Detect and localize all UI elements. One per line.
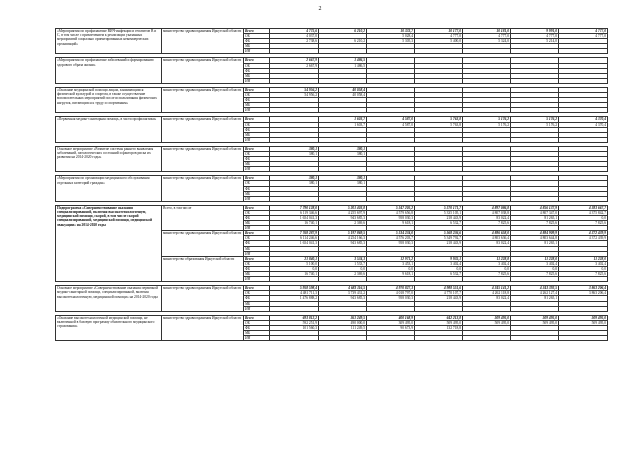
amount-cell: 0,0: [319, 266, 367, 271]
funding-source: МБ: [244, 44, 270, 49]
amount-cell: 10 333,7: [367, 29, 415, 34]
amount-cell: 4 807 347,0: [511, 210, 559, 215]
funding-source: ФБ: [244, 186, 270, 191]
amount-cell: 5 305,3: [367, 39, 415, 44]
funding-source: МБ: [244, 103, 270, 108]
amount-cell: 6 532,7: [415, 221, 463, 226]
amount-cell: 943 685,3: [319, 296, 367, 301]
amount-cell: 4 587,0: [367, 122, 415, 127]
amount-cell: 7 825,6: [511, 272, 559, 277]
amount-cell: 0,0: [463, 266, 511, 271]
amount-cell: [319, 336, 367, 341]
amount-cell: 218 443,9: [415, 296, 463, 301]
amount-cell: 4 777,0: [463, 34, 511, 39]
funding-source: Всего: [244, 176, 270, 181]
amount-cell: 90 673,9: [367, 325, 415, 330]
amount-cell: [415, 336, 463, 341]
amount-cell: 0,0: [415, 266, 463, 271]
amount-cell: 943 685,3: [319, 216, 367, 221]
funding-source: ОБ: [244, 151, 270, 156]
amount-cell: 4 886 658,0: [463, 231, 511, 236]
amount-cell: 0,0: [511, 266, 559, 271]
funding-source: ИИ: [244, 137, 270, 142]
funding-source: ОБ: [244, 122, 270, 127]
amount-cell: 4 777,0: [559, 29, 608, 34]
amount-cell: 81 265,1: [511, 296, 559, 301]
amount-cell: 7 825,6: [559, 272, 608, 277]
amount-cell: 1 603,7: [319, 122, 367, 127]
amount-cell: [559, 336, 608, 341]
amount-cell: 7 825,6: [511, 221, 559, 226]
amount-cell: 4 579 656,8: [367, 210, 415, 215]
amount-cell: 380,1: [270, 151, 319, 156]
amount-cell: 4 255 697,9: [319, 210, 367, 215]
amount-cell: [511, 336, 559, 341]
funding-source: МБ: [244, 73, 270, 78]
amount-cell: 6 210,2: [319, 39, 367, 44]
page-number: 2: [318, 6, 322, 12]
amount-cell: 3 402,4: [415, 261, 463, 266]
amount-cell: 4 370,4: [559, 117, 608, 122]
amount-cell: 509 495,0: [559, 315, 608, 320]
amount-cell: 5 568 236,6: [415, 231, 463, 236]
funding-source: ИИ: [244, 226, 270, 231]
amount-cell: 83 022,4: [463, 296, 511, 301]
amount-cell: 4 803 636,4: [463, 236, 511, 241]
amount-cell: 4 884 909,9: [511, 231, 559, 236]
amount-cell: 4 262 127,4: [511, 291, 559, 296]
measure-name: «Оказание медицинской помощи лицам, занимающимся физической культурой и спортом, в также осуществление вспомогательных мероприятий после использования физических нагрузок, питающихся к труду и спортивным»: [56, 87, 162, 112]
amount-cell: 0,0: [559, 266, 608, 271]
amount-cell: 5 534 234,0: [367, 231, 415, 236]
amount-cell: 3 453,1: [367, 261, 415, 266]
amount-cell: 4 856 137,9: [511, 205, 559, 210]
amount-cell: 5 335 105,1: [415, 210, 463, 215]
amount-cell: 958 030,3: [367, 216, 415, 221]
amount-cell: 83 022,4: [463, 241, 511, 246]
amount-cell: 4 262 118,8: [463, 291, 511, 296]
measure-name: Основное мероприятие «Развитие системы раннего выявления заболеваний, патологических состояний и факторов риска их развития на 2014-2020 годы»: [56, 146, 162, 171]
amount-cell: 7 790 128,0: [270, 205, 319, 210]
funding-source: ОБ: [244, 236, 270, 241]
funding-source: ИИ: [244, 306, 270, 311]
funding-source: МБ: [244, 272, 270, 277]
funding-source: ФБ: [244, 157, 270, 162]
amount-cell: 4 587,0: [367, 117, 415, 122]
executor-name: Всего, в том числе: [162, 205, 244, 230]
funding-source: Всего: [244, 146, 270, 151]
amount-cell: 4 970 827,3: [367, 286, 415, 291]
funding-source: ОБ: [244, 181, 270, 186]
funding-source: ФБ: [244, 98, 270, 103]
funding-source: ИИ: [244, 251, 270, 256]
amount-cell: 9 991,0: [511, 29, 559, 34]
amount-cell: 943 685,3: [319, 241, 367, 246]
amount-cell: 11 228,0: [559, 256, 608, 261]
funding-source: ФБ: [244, 127, 270, 132]
amount-cell: 5 176,2: [511, 117, 559, 122]
executor-name: министерство образования Иркутской области: [162, 256, 244, 281]
amount-cell: 3 863 206,4: [559, 291, 608, 296]
amount-cell: 4 775,6: [270, 29, 319, 34]
funding-source: ОБ: [244, 291, 270, 296]
amount-cell: 5 763,8: [415, 117, 463, 122]
amount-cell: 3 739 431,2: [319, 291, 367, 296]
amount-cell: 5 570 171,7: [415, 205, 463, 210]
amount-cell: 4 383 667,7: [559, 205, 608, 210]
amount-cell: 380,1: [319, 146, 367, 151]
amount-cell: 958 030,3: [367, 241, 415, 246]
amount-cell: 5 176,2: [463, 117, 511, 122]
amount-cell: 6 532,7: [415, 272, 463, 277]
amount-cell: 16 740,1: [270, 221, 319, 226]
amount-cell: 3 402,4: [511, 261, 559, 266]
funding-source: ИИ: [244, 108, 270, 113]
funding-source: ОБ: [244, 210, 270, 215]
measure-name: «Мероприятия по организации медицинского обслуживания отдельных категорий граждан»: [56, 176, 162, 201]
amount-cell: 4 343 392,5: [511, 286, 559, 291]
amount-cell: 642 213,8: [415, 315, 463, 320]
amount-cell: 6 210,2: [319, 29, 367, 34]
amount-cell: 111 249,5: [319, 325, 367, 330]
amount-cell: 4 375 842,7: [559, 210, 608, 215]
amount-cell: 509 495,0: [463, 315, 511, 320]
amount-cell: 6 114 246,6: [270, 236, 319, 241]
funding-source: Всего: [244, 286, 270, 291]
funding-source: ФБ: [244, 216, 270, 221]
amount-cell: 40 058,4: [319, 93, 367, 98]
executor-name: министерство здравоохранения Иркутской области: [162, 315, 244, 340]
amount-cell: 5 349 792,7: [415, 236, 463, 241]
amount-cell: 693 812,2: [270, 315, 319, 320]
amount-cell: 218 443,9: [415, 241, 463, 246]
amount-cell: 1 476 888,2: [270, 296, 319, 301]
funding-source: ИИ: [244, 49, 270, 54]
funding-source: Всего: [244, 58, 270, 63]
amount-cell: 2 369,6: [319, 272, 367, 277]
amount-cell: 9 618,1: [367, 272, 415, 277]
amount-cell: 218 443,9: [415, 216, 463, 221]
funding-source: МБ: [244, 330, 270, 335]
amount-cell: 6 119 346,6: [270, 210, 319, 215]
amount-cell: 958 030,3: [367, 296, 415, 301]
amount-cell: 12 971,2: [367, 256, 415, 261]
funding-source: ОБ: [244, 93, 270, 98]
amount-cell: 10 181,0: [463, 29, 511, 34]
amount-cell: 4 777,0: [559, 34, 608, 39]
amount-cell: 4 770 107,7: [415, 291, 463, 296]
amount-cell: 9 618,1: [367, 221, 415, 226]
funding-source: ФБ: [244, 241, 270, 246]
amount-cell: 9 935,1: [415, 256, 463, 261]
measure-name: «Первичная медико-санитарная помощь, в части профилактики»: [56, 117, 162, 142]
amount-cell: 0,0: [270, 266, 319, 271]
funding-source: МБ: [244, 301, 270, 306]
amount-cell: 7 825,6: [463, 272, 511, 277]
amount-cell: 509 495,0: [559, 320, 608, 325]
amount-cell: 2 667,9: [270, 63, 319, 68]
amount-cell: 4 777,0: [511, 34, 559, 39]
budget-table: [55, 28, 608, 341]
funding-source: Всего: [244, 205, 270, 210]
amount-cell: 21 840,1: [270, 256, 319, 261]
funding-source: ФБ: [244, 266, 270, 271]
amount-cell: 4 345 141,2: [463, 286, 511, 291]
funding-source: ОБ: [244, 34, 270, 39]
amount-cell: 16 740,1: [270, 272, 319, 277]
table-body: [56, 29, 608, 341]
amount-cell: 4 576 203,7: [367, 236, 415, 241]
funding-source: Всего: [244, 87, 270, 92]
amount-cell: 380,1: [270, 181, 319, 186]
measure-name: «Мероприятия по профилактике заболеваний и формированию здорового образа жизни»: [56, 58, 162, 83]
amount-cell: 2 369,6: [319, 221, 367, 226]
amount-cell: 490 000,0: [319, 320, 367, 325]
amount-cell: 4 372 439,9: [559, 236, 608, 241]
amount-cell: 4 254 166,3: [319, 236, 367, 241]
amount-cell: 400 168,9: [367, 315, 415, 320]
amount-cell: 380,1: [319, 176, 367, 181]
funding-source: ОБ: [244, 261, 270, 266]
amount-cell: 4 481 711,3: [270, 291, 319, 296]
amount-cell: 3 534,3: [319, 256, 367, 261]
amount-cell: 81 265,1: [511, 216, 559, 221]
amount-cell: 81 265,1: [511, 241, 559, 246]
amount-cell: 0,0: [367, 266, 415, 271]
funding-source: ИИ: [244, 277, 270, 282]
amount-cell: 11 228,0: [511, 256, 559, 261]
funding-source: Всего: [244, 315, 270, 320]
amount-cell: 54 956,2: [270, 87, 319, 92]
amount-cell: 11 228,8: [463, 256, 511, 261]
measure-name: Подпрограмма «Совершенствование оказания специализированной, включая высокотехнологичную, медицинской помощи, скорой, в том числе скорой специализированной, медицинской помощи, медицинской эвакуации» на 2014-2020 годы: [56, 205, 162, 281]
amount-cell: 309 495,0: [367, 320, 415, 325]
funding-source: ИИ: [244, 167, 270, 172]
amount-cell: 4 803 644,8: [511, 236, 559, 241]
measure-name: «Оказание высокотехнологичной медицинской помощи, не включенной в базовую программу обязательного медицинского страхования»: [56, 315, 162, 340]
amount-cell: 4 037,0: [270, 34, 319, 39]
funding-source: МБ: [244, 191, 270, 196]
funding-source: Всего: [244, 117, 270, 122]
amount-cell: 7 768 287,9: [270, 231, 319, 236]
amount-cell: 3 402,4: [559, 261, 608, 266]
amount-cell: 592 251,9: [270, 320, 319, 325]
amount-cell: 380,1: [270, 146, 319, 151]
amount-cell: 3 863 206,4: [559, 286, 608, 291]
amount-cell: 4 777,0: [415, 34, 463, 39]
amount-cell: 1 486,5: [319, 58, 367, 63]
amount-cell: 361 249,5: [319, 315, 367, 320]
funding-source: Всего: [244, 231, 270, 236]
amount-cell: 5 176,2: [511, 122, 559, 127]
amount-cell: 1 533,7: [319, 261, 367, 266]
amount-cell: 5 197 869,5: [319, 231, 367, 236]
funding-source: МБ: [244, 132, 270, 137]
executor-name: министерство здравоохранения Иркутской области: [162, 29, 244, 54]
executor-name: министерство здравоохранения Иркутской области: [162, 286, 244, 311]
amount-cell: 509 495,0: [511, 320, 559, 325]
amount-cell: 1 654 041,3: [270, 241, 319, 246]
amount-cell: 83 022,4: [463, 216, 511, 221]
amount-cell: 2 667,9: [270, 58, 319, 63]
amount-cell: 10 177,0: [415, 29, 463, 34]
amount-cell: 380,1: [319, 181, 367, 186]
amount-cell: 509 495,0: [463, 320, 511, 325]
executor-name: министерство здравоохранения Иркутской области: [162, 176, 244, 201]
amount-cell: 509 495,0: [415, 320, 463, 325]
amount-cell: 132 718,8: [415, 325, 463, 330]
amount-cell: 101 560,3: [270, 325, 319, 330]
amount-cell: 5 763,8: [415, 122, 463, 127]
amount-cell: 380,1: [270, 176, 319, 181]
funding-source: МБ: [244, 221, 270, 226]
funding-source: ФБ: [244, 39, 270, 44]
amount-cell: 4 807 038,8: [463, 210, 511, 215]
amount-cell: 1 603,7: [319, 117, 367, 122]
amount-cell: 40 058,4: [319, 87, 367, 92]
executor-name: министерство здравоохранения Иркутской области: [162, 231, 244, 256]
amount-cell: 1 486,5: [319, 63, 367, 68]
amount-cell: 4 372 439,9: [559, 231, 608, 236]
executor-name: министерство здравоохранения Иркутской области: [162, 146, 244, 171]
funding-source: ИИ: [244, 336, 270, 341]
amount-cell: 1 654 041,3: [270, 216, 319, 221]
amount-cell: [270, 336, 319, 341]
measure-name: «Мероприятия по профилактике ВИЧ-инфекции и гепатитов В и С, в том числе с привлечением к реализации указанных мероприятий социально ориентированных некоммерческих организаций»: [56, 29, 162, 54]
amount-cell: 5 547 205,2: [367, 205, 415, 210]
funding-source: ФБ: [244, 296, 270, 301]
amount-cell: 5 400,0: [415, 39, 463, 44]
funding-source: ОБ: [244, 63, 270, 68]
funding-source: ИИ: [244, 78, 270, 83]
funding-source: ОБ: [244, 320, 270, 325]
amount-cell: 509 495,0: [511, 315, 559, 320]
amount-cell: 4 897 086,8: [463, 205, 511, 210]
executor-name: министерство здравоохранения Иркутской области: [162, 58, 244, 83]
amount-cell: 5 028,4: [367, 34, 415, 39]
amount-cell: 380,1: [319, 151, 367, 156]
amount-cell: 5 324,0: [463, 39, 511, 44]
funding-source: ФБ: [244, 325, 270, 330]
funding-source: МБ: [244, 162, 270, 167]
funding-source: МБ: [244, 246, 270, 251]
amount-cell: 4 683 116,5: [319, 286, 367, 291]
amount-cell: 7 825,6: [463, 221, 511, 226]
amount-cell: 5 958 598,4: [270, 286, 319, 291]
amount-cell: [367, 336, 415, 341]
amount-cell: 54 956,2: [270, 93, 319, 98]
funding-source: ИИ: [244, 196, 270, 201]
measure-name: Основное мероприятие «Совершенствование оказания первичной медико-санитарной помощи, специализированной, включая высокотехнологичную, медицинской помощи» на 2014-2020 годы: [56, 286, 162, 311]
funding-source: Всего: [244, 256, 270, 261]
amount-cell: 4 370,4: [559, 122, 608, 127]
funding-source: ФБ: [244, 68, 270, 73]
amount-cell: 5 201 403,8: [319, 205, 367, 210]
amount-cell: 7 825,6: [559, 221, 608, 226]
executor-name: министерство здравоохранения Иркутской области: [162, 117, 244, 142]
amount-cell: 4 018 797,0: [367, 291, 415, 296]
amount-cell: 2 738,6: [270, 39, 319, 44]
amount-cell: 0,0: [559, 216, 608, 221]
amount-cell: 5 100,0: [270, 261, 319, 266]
amount-cell: 3 402,4: [463, 261, 511, 266]
amount-cell: [463, 336, 511, 341]
amount-cell: 5 214,0: [511, 39, 559, 44]
amount-cell: 5 176,2: [463, 122, 511, 127]
funding-source: Всего: [244, 29, 270, 34]
executor-name: министерство здравоохранения Иркутской области: [162, 87, 244, 112]
amount-cell: 4 988 551,6: [415, 286, 463, 291]
